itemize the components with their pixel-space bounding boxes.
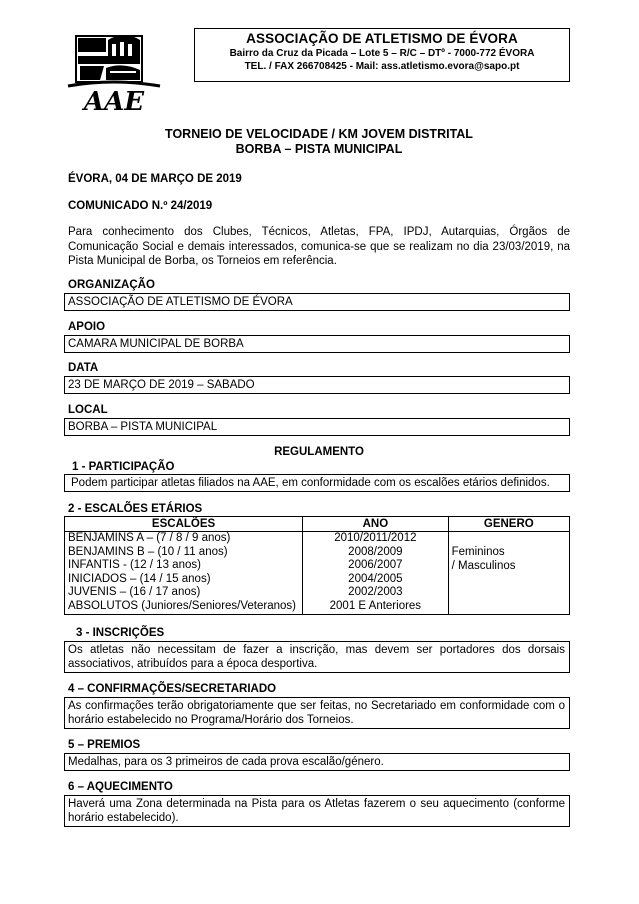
aquecimento-box: Haverá uma Zona determinada na Pista para os Atletas fazerem o seu aquecimento (conforme horário estabelecido). [64,795,570,827]
logo-text: AAE [83,87,145,114]
table-row [65,532,570,615]
doc-title-line2: BORBA – PISTA MUNICIPAL [235,142,403,156]
ano-iniciados: 2004/2005 [348,572,403,585]
ano-benjamins-b: 2008/2009 [348,545,403,558]
escaloes-table [64,516,570,615]
premios-label: 5 – PREMIOS [68,739,141,751]
genero-line1: Femininos [451,546,505,558]
doc-title-line1: TORNEIO DE VELOCIDADE / KM JOVEM DISTRITAL [165,127,473,141]
table-header-ano: ANO [303,517,448,532]
local-label: LOCAL [68,404,108,416]
inscricoes-box: Os atletas não necessitam de fazer a inscrição, mas devem ser portadores dos dorsais associativos, atribuídos para a época desportiva. [64,641,570,673]
organizacao-box: ASSOCIAÇÃO DE ATLETISMO DE ÉVORA [64,293,570,311]
table-header-escaloes: ESCALÕES [65,517,303,532]
ano-absolutos: 2001 E Anteriores [329,599,422,612]
escalao-benjamins-b: BENJAMINS B – (10 / 11 anos) [68,545,228,558]
genero-cell [448,532,569,615]
confirmacoes-box: As confirmações terão obrigatoriamente que ser feitas, no Secretariado em conformidade com o horário estabelecido no Programa/Horário dos Torneios. [64,697,570,729]
escalao-iniciados: INICIADOS – (14 / 15 anos) [68,572,211,585]
apoio-box: CAMARA MUNICIPAL DE BORBA [64,335,570,353]
ano-juvenis: 2002/2003 [348,586,403,599]
escalao-absolutos: ABSOLUTOS (Juniores/Seniores/Veteranos) [68,599,296,612]
ano-benjamins-a: 2010/2011/2012 [334,532,417,544]
inscricoes-label: 3 - INSCRIÇÕES [76,627,165,639]
apoio-label: APOIO [68,321,106,333]
association-name: ASSOCIAÇÃO DE ATLETISMO DE ÉVORA [246,31,518,46]
escalao-juvenis: JUVENIS – (16 / 17 anos) [68,586,201,599]
organizacao-label: ORGANIZAÇÃO [68,279,155,291]
regulamento-title: REGULAMENTO [274,446,364,458]
ano-infantis: 2006/2007 [348,559,403,572]
association-contact: TEL. / FAX 266708425 - Mail: ass.atletismo.evora@sapo.pt [244,61,520,72]
participacao-label: 1 - PARTICIPAÇÃO [72,461,175,473]
table-header-row [65,517,570,532]
aae-logo [66,28,162,114]
escalao-infantis: INFANTIS - (12 / 13 anos) [68,559,201,572]
table-header-genero: GENERO [448,517,569,532]
escalao-benjamins-a: BENJAMINS A – (7 / 8 / 9 anos) [68,532,231,544]
aquecimento-label: 6 – AQUECIMENTO [68,781,173,793]
ano-cell [303,532,448,615]
escaloes-label: 2 - ESCALÕES ETÁRIOS [68,503,203,515]
association-address: Bairro da Cruz da Picada – Lote 5 – R/C – DTº - 7000-772 ÉVORA [229,48,535,59]
participacao-box: Podem participar atletas filiados na AAE, em conformidade com os escalões etários definidos. [64,474,570,492]
intro-paragraph: Para conhecimento dos Clubes, Técnicos, Atletas, FPA, IPDJ, Autarquias, Órgãos de Comunicação Social e demais interessados, comunica-se que se realizam no dia 23/03/2019, na Pista Municipal de Borba, os Torneios em referência. [68,226,570,267]
confirmacoes-label: 4 – CONFIRMAÇÕES/SECRETARIADO [68,683,277,695]
data-box: 23 DE MARÇO DE 2019 – SABADO [64,376,570,394]
data-label: DATA [68,362,99,374]
comunicado-number: COMUNICADO N.º 24/2019 [68,200,213,212]
header-box [194,28,570,82]
escaloes-cell [65,532,303,615]
premios-box: Medalhas, para os 3 primeiros de cada prova escalão/género. [64,753,570,771]
date-line: ÉVORA, 04 DE MARÇO DE 2019 [68,173,242,185]
genero-line2: / Masculinos [451,559,516,572]
local-box: BORBA – PISTA MUNICIPAL [64,418,570,436]
